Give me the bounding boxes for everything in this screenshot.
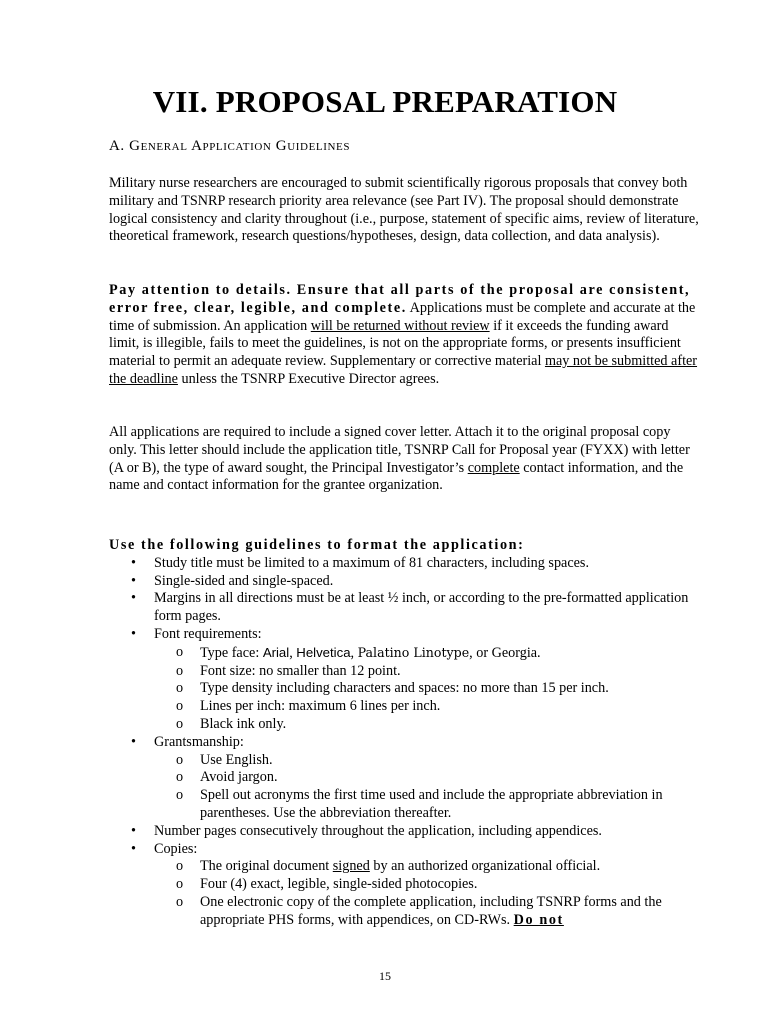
sub-list-item: o Font size: no smaller than 12 point. (176, 662, 401, 679)
bullet-icon: • (131, 572, 136, 589)
page-title: VII. PROPOSAL PREPARATION (152, 84, 618, 119)
circle-bullet-icon: o (176, 751, 184, 768)
bullet-icon: • (131, 840, 136, 857)
circle-bullet-icon: o (176, 715, 184, 732)
list-heading: Use the following guidelines to format the application: (109, 537, 525, 553)
sub-list-item: o Spell out acronyms the first time used and include the appropriate abbreviation in parentheses. Use the abbreviation thereafter. (176, 787, 663, 821)
list-item: • Copies: o The original document signed by an authorized organizational official. o Four (4) exact, legible, single-sided photocopies. o One electronic copy of the complete application, including TSNRP forms and the appropriate PHS forms, with appendices, on CD-RWs. Do not (109, 841, 709, 930)
list-item: • Grantsmanship: o Use English. o Avoid jargon. o Spell out acronyms the first time used and include the appropriate abbreviation in parentheses. Use the abbreviation thereafter. (109, 734, 709, 823)
bullet-icon: • (131, 590, 136, 607)
circle-bullet-icon: o (176, 643, 184, 660)
format-guidelines (109, 537, 709, 930)
sub-list-item: o Type face: Arial, Helvetica, Palatino Linotype, or Georgia. (176, 643, 541, 661)
circle-bullet-icon: o (176, 769, 184, 786)
underlined-text: complete (467, 459, 520, 476)
circle-bullet-icon: o (176, 893, 184, 910)
sub-list-item: o Use English. (176, 751, 273, 768)
sub-list-item: o Four (4) exact, legible, single-sided photocopies. (176, 876, 478, 893)
bullet-icon: • (131, 554, 136, 571)
section-heading: A. General Application Guidelines (109, 138, 351, 154)
sub-list-item: o Avoid jargon. (176, 769, 278, 786)
circle-bullet-icon: o (176, 698, 184, 715)
sub-list-item: o One electronic copy of the complete application, including TSNRP forms and the appropriate PHS forms, with appendices, on CD-RWs. Do not (176, 893, 662, 928)
circle-bullet-icon: o (176, 787, 184, 804)
circle-bullet-icon: o (176, 680, 184, 697)
paragraph-details: Pay attention to details. Ensure that all parts of the proposal are consistent, error free, clear, legible, and complete. Applications must be complete and accurate at the time of submission. An application will be returned without review if it exceeds the funding award limit, is illegible, fails to meet the guidelines, is not on the appropriate forms, or presents insufficient material to permit an adequate review. Supplementary or corrective material may not be submitted after the deadline unless the TSNRP Executive Director agrees. (109, 282, 698, 387)
list-item: • Margins in all directions must be at least ½ inch, or according to the pre-formatted application form pages. (131, 590, 689, 625)
sub-list (154, 644, 709, 734)
circle-bullet-icon: o (176, 876, 184, 893)
underlined-text: may not be submitted after the deadline (109, 353, 698, 387)
sub-list (154, 858, 709, 929)
paragraph-intro: Military nurse researchers are encouraged to submit scientifically rigorous proposals that convey both military and TSNRP research priority area relevance (see Part IV). The proposal should demonstrate logical consistency and clarity throughout (i.e., purpose, statement of specific aims, review of literature, theoretical framework, research questions/hypotheses, design, data collection, and data analysis). (109, 175, 699, 245)
bullet-list (109, 555, 709, 930)
page-number: 15 (379, 969, 391, 983)
paragraph-cover-letter: All applications are required to include a signed cover letter. Attach it to the original proposal copy only. This letter should include the application title, TSNRP Call for Proposal year (FYXX) with letter (A or B), the type of award sought, the Principal Investigator’s complete contact information, and the name and contact information for the grantee organization. (109, 424, 690, 494)
circle-bullet-icon: o (176, 858, 184, 875)
bold-underlined-text: Do not (513, 911, 564, 928)
sub-list-item: o The original document signed by an authorized organizational official. (176, 858, 601, 875)
sub-list-item: o Black ink only. (176, 715, 287, 732)
sub-list (154, 752, 709, 823)
list-item: • Number pages consecutively throughout the application, including appendices. (131, 822, 602, 839)
underlined-text: will be returned without review (310, 317, 490, 334)
bullet-icon: • (131, 733, 136, 750)
bullet-icon: • (131, 822, 136, 839)
sub-list-item: o Lines per inch: maximum 6 lines per inch. (176, 698, 441, 715)
sub-list-item: o Type density including characters and spaces: no more than 15 per inch. (176, 680, 609, 697)
bullet-icon: • (131, 625, 136, 642)
underlined-text: signed (332, 858, 370, 875)
circle-bullet-icon: o (176, 662, 184, 679)
bold-lead: Pay attention to details. Ensure that all parts of the proposal are consistent, error free, clear, legible, and complete. (109, 282, 691, 316)
list-item: • Study title must be limited to a maximum of 81 characters, including spaces. (131, 554, 589, 571)
list-item: • Font requirements: o Type face: Arial, Helvetica, Palatino Linotype, or Georgia. o Font size: no smaller than 12 point. o Type density including characters and spaces: no more than 15 per inch. o Lines per inch: maximum 6 lines per inch. o Black ink only. (109, 626, 709, 734)
list-item: • Single-sided and single-spaced. (131, 572, 334, 589)
